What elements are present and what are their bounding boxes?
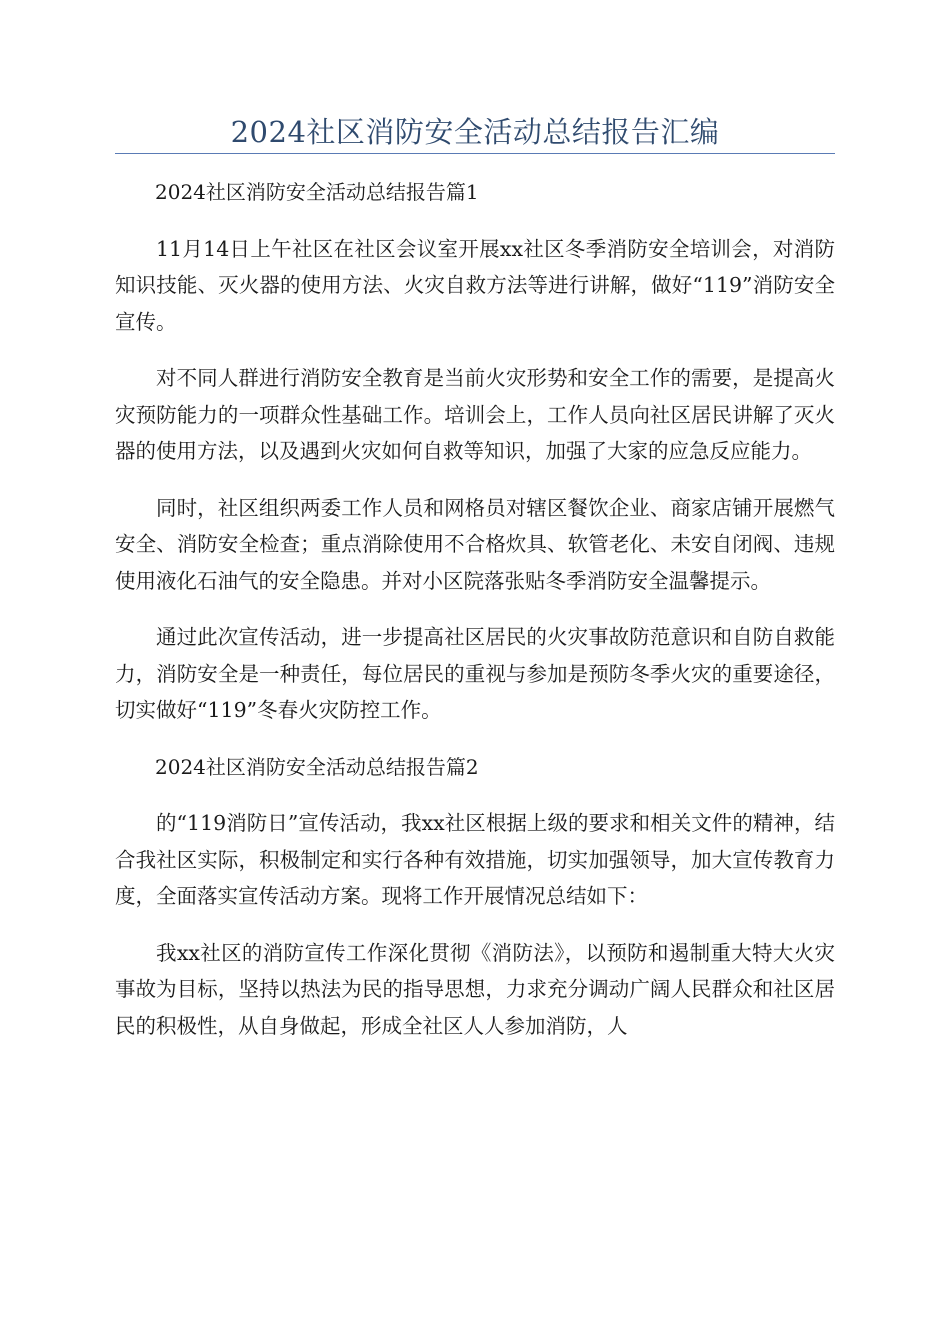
paragraph: 通过此次宣传活动，进一步提高社区居民的火灾事故防范意识和自防自救能力，消防安全是一种责任，每位居民的重视与参加是预防冬季火灾的重要途径，切实做好“119”冬春火灾防控工作。 bbox=[115, 625, 835, 722]
paragraph: 的“119消防日”宣传活动，我xx社区根据上级的要求和相关文件的精神，结合我社区实际，积极制定和实行各种有效措施，切实加强领导，加大宣传教育力度，全面落实宣传活动方案。现将工作开展情况总结如下： bbox=[115, 811, 835, 908]
section-heading-1: 2024社区消防安全活动总结报告篇1 bbox=[155, 180, 479, 204]
paragraph: 我xx社区的消防宣传工作深化贯彻《消防法》，以预防和遏制重大特大火灾事故为目标，坚持以热法为民的指导思想，力求充分调动广阔人民群众和社区居民的积极性，从自身做起，形成全社区人人参加消防，人 bbox=[115, 940, 835, 1038]
paragraph: 同时，社区组织两委工作人员和网格员对辖区餐饮企业、商家店铺开展燃气安全、消防安全检查；重点消除使用不合格炊具、软管老化、未安自闭阀、违规使用液化石油气的安全隐患。并对小区院落张贴冬季消防安全温馨提示。 bbox=[115, 495, 835, 593]
document-body bbox=[115, 150, 835, 1044]
paragraph: 11月14日上午社区在社区会议室开展xx社区冬季消防安全培训会，对消防知识技能、灭火器的使用方法、火灾自救方法等进行讲解，做好“119”消防安全宣传。 bbox=[115, 236, 835, 334]
paragraph: 对不同人群进行消防安全教育是当前火灾形势和安全工作的需要，是提高火灾预防能力的一项群众性基础工作。培训会上，工作人员向社区居民讲解了灭火器的使用方法，以及遇到火灾如何自救等知识，加强了大家的应急反应能力。 bbox=[115, 366, 835, 463]
section-heading-2: 2024社区消防安全活动总结报告篇2 bbox=[155, 754, 479, 779]
document-title: 2024社区消防安全活动总结报告汇编 bbox=[230, 115, 720, 149]
